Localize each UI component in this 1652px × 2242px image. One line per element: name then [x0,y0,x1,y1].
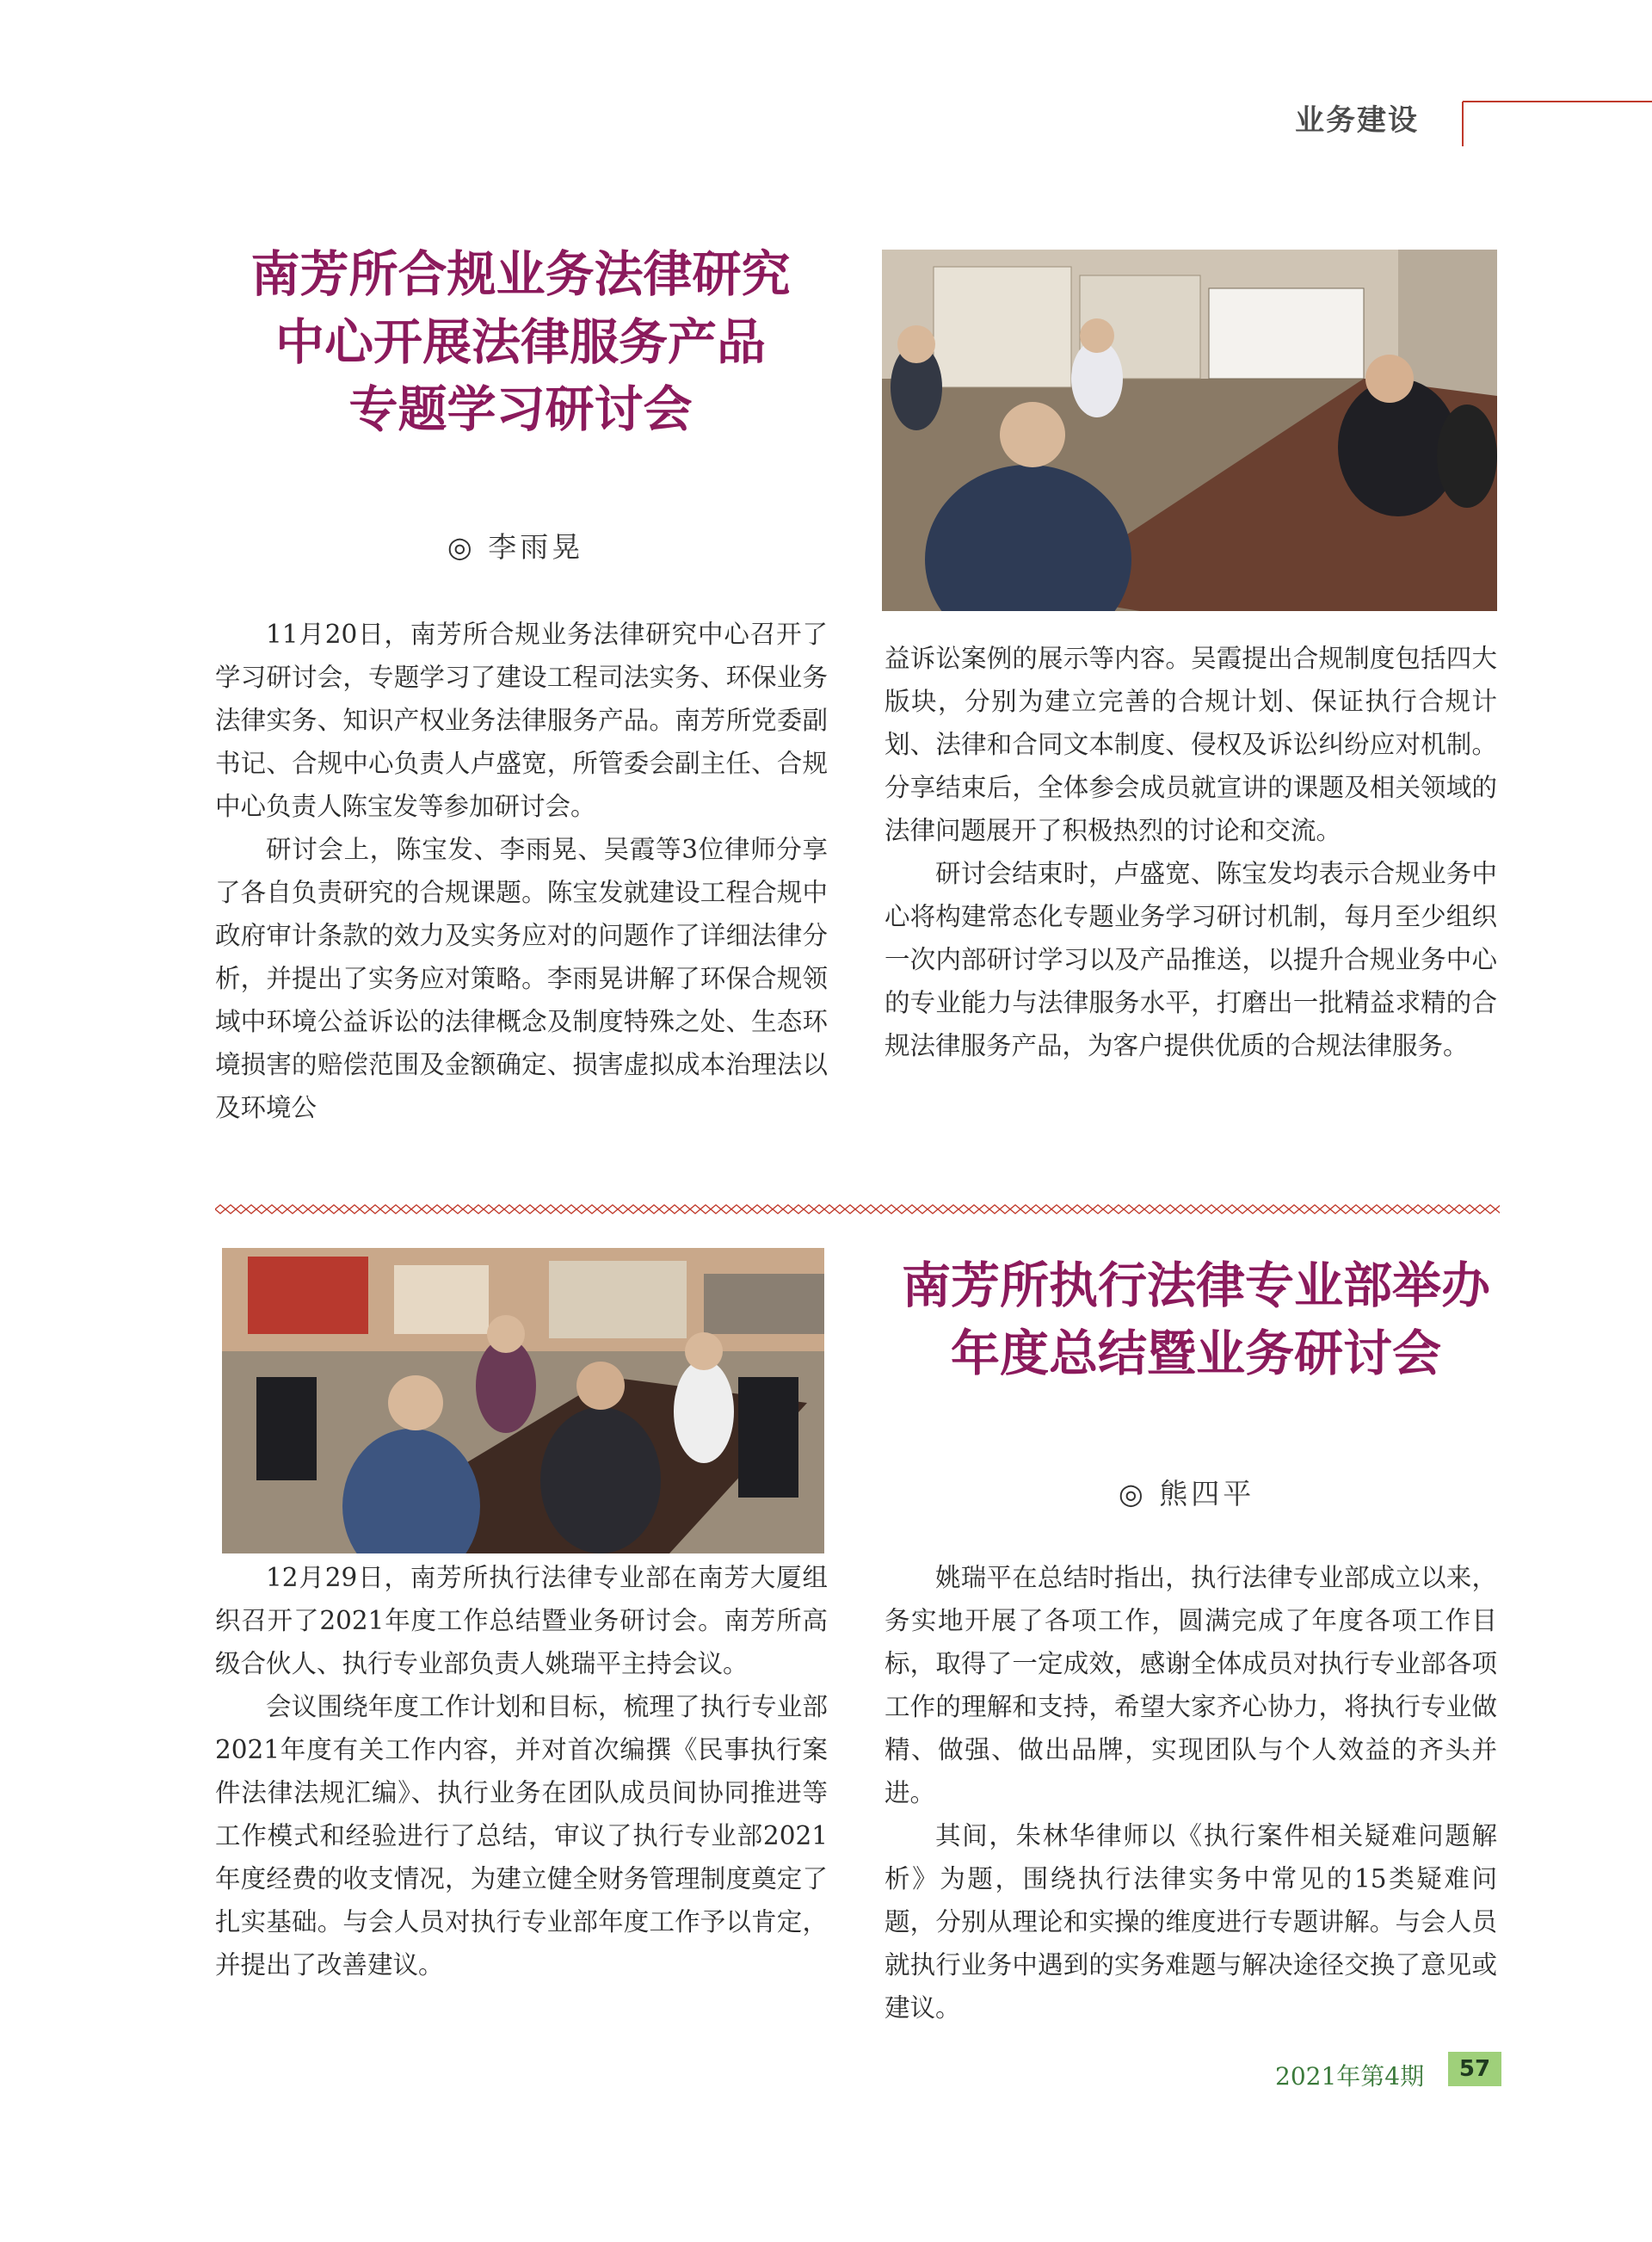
article2-byline: ◎ 熊四平 [1119,1477,1255,1510]
article2-left-column [215,1556,828,1986]
article2-title [869,1252,1523,1387]
article2-title-line: 年度总结暨业务研讨会 [951,1325,1441,1382]
article2-right-column [885,1556,1497,2029]
article1-byline: ◎ 李雨晃 [447,530,584,564]
paragraph: 益诉讼案例的展示等内容。吴霞提出合规制度包括四大版块，分别为建立完善的合规计划、保证执行合规计划、法律和合同文本制度、侵权及诉讼纠纷应对机制。分享结束后，全体参会成员就宣讲的课题及相关领域的法律问题展开了积极热烈的讨论和交流。 [885,644,1497,845]
section-header: 业务建设 [1295,103,1419,138]
paragraph: 姚瑞平在总结时指出，执行法律专业部成立以来，务实地开展了各项工作，圆满完成了年度各项工作目标，取得了一定成效，感谢全体成员对执行专业部各项工作的理解和支持，希望大家齐心协力，将执行专业做精、做强、做出品牌，实现团队与个人效益的齐头并进。 [885,1563,1497,1807]
article1-title [215,241,826,444]
paragraph: 研讨会上，陈宝发、李雨晃、吴霞等3位律师分享了各自负责研究的合规课题。陈宝发就建设工程合规中政府审计条款的效力及实务应对的问题作了详细法律分析，并提出了实务应对策略。李雨晃讲解了环保合规领域中环境公益诉讼的法律概念及制度特殊之处、生态环境损害的赔偿范围及金额确定、损害虚拟成本治理法以及环境公 [215,835,828,1122]
article1-meeting-photo [882,250,1497,611]
issue-label: 2021年第4期 [1275,2062,1425,2091]
paragraph: 研讨会结束时，卢盛宽、陈宝发均表示合规业务中心将构建常态化专题业务学习研讨机制，每月至少组织一次内部研讨学习以及产品推送，以提升合规业务中心的专业能力与法律服务水平，打磨出一批精益求精的合规法律服务产品，为客户提供优质的合规法律服务。 [885,859,1497,1060]
paragraph: 12月29日，南芳所执行法律专业部在南芳大厦组织召开了2021年度工作总结暨业务研讨会。南芳所高级合伙人、执行专业部负责人姚瑞平主持会议。 [215,1563,828,1678]
article1-title-line: 中心开展法律服务产品 [275,313,766,371]
paragraph: 11月20日，南芳所合规业务法律研究中心召开了学习研讨会，专题学习了建设工程司法实务、环保业务法律实务、知识产权业务法律服务产品。南芳所党委副书记、合规中心负责人卢盛宽，所管委会副主任、合规中心负责人陈宝发等参加研讨会。 [215,620,828,821]
article1-right-column [885,637,1497,1067]
article1-left-column [215,613,828,1129]
paragraph: 其间，朱林华律师以《执行案件相关疑难问题解析》为题，围绕执行法律实务中常见的15类疑难问题，分别从理论和实操的维度进行专题讲解。与会人员就执行业务中遇到的实务难题与解决途径交换了意见或建议。 [885,1821,1497,2023]
article1-title-line: 专题学习研讨会 [348,381,693,439]
section-divider [215,1203,1500,1215]
article2-title-line: 南芳所执行法律专业部举办 [902,1257,1490,1314]
page-number: 57 [1448,2052,1501,2086]
paragraph: 会议围绕年度工作计划和目标，梳理了执行专业部2021年度有关工作内容，并对首次编撰《民事执行案件法律法规汇编》、执行业务在团队成员间协同推进等工作模式和经验进行了总结，审议了执行专业部2021年度经费的收支情况，为建立健全财务管理制度奠定了扎实基础。与会人员对执行专业部年度工作予以肯定，并提出了改善建议。 [215,1692,828,1980]
article1-title-line: 南芳所合规业务法律研究 [250,246,791,303]
article2-meeting-photo [222,1248,824,1553]
